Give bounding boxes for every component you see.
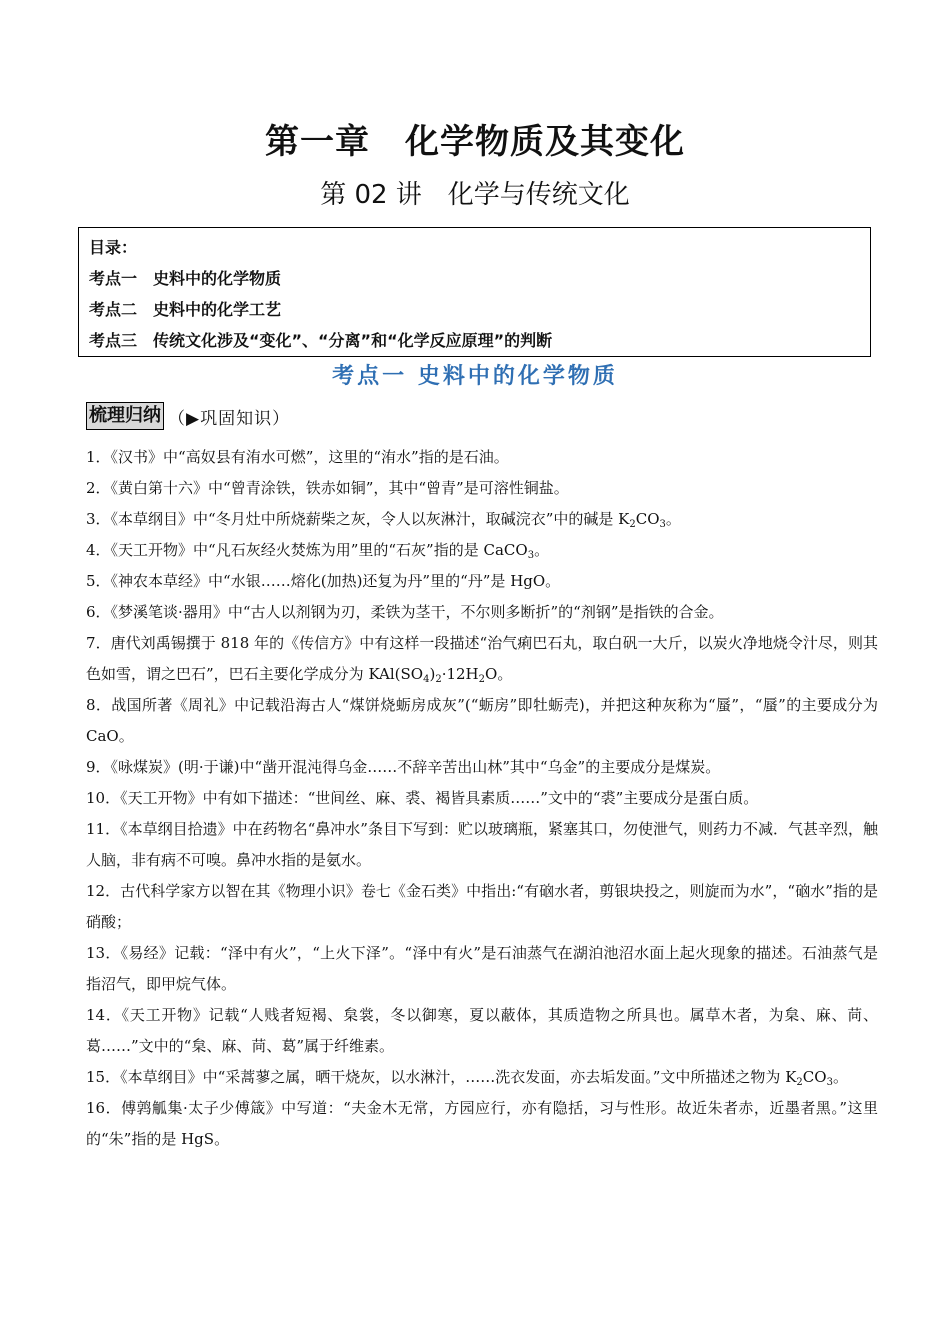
subscript: 2 <box>435 674 442 685</box>
item-text: 《汉书》中“高奴县有洧水可燃”，这里的“洧水”指的是石油。 <box>110 448 509 466</box>
list-item <box>86 442 878 473</box>
subscript: 4 <box>423 674 430 685</box>
item-number: 14． <box>86 1006 122 1024</box>
list-item <box>86 1062 878 1093</box>
item-text: 战国所著《周礼》中记载沿海古人“煤饼烧蛎房成灰”(“蛎房”即牡蛎壳)，并把这种灰称为“蜃”，“蜃”的主要成分为 CaO。 <box>86 696 878 745</box>
item-number: 4． <box>86 541 111 559</box>
section-title: 考点一 史料中的化学物质 <box>332 364 618 389</box>
list-item <box>86 473 878 504</box>
item-text: 《神农本草经》中“水银……熔化(加热)还复为丹”里的“丹”是 HgO。 <box>110 572 561 590</box>
item-number: 16． <box>86 1099 122 1117</box>
chapter-title: 第一章 化学物质及其变化 <box>265 122 685 162</box>
item-number: 7． <box>86 634 111 652</box>
item-text: CO <box>635 510 660 528</box>
item-text: 。 <box>665 510 681 528</box>
item-number: 3． <box>86 510 111 528</box>
item-number: 10． <box>86 789 121 807</box>
subscript: 2 <box>629 519 636 530</box>
toc-heading: 目录： <box>89 238 138 257</box>
item-text: CO <box>802 1068 827 1086</box>
item-number: 11． <box>86 820 121 838</box>
list-item <box>86 783 878 814</box>
item-text: 《天工开物》记载“人贱者短褐、枲裳，冬以御寒，夏以蔽体，其质造物之所具也。属草木者，为枲、麻、苘、葛……”文中的“枲、麻、苘、葛”属于纤维素。 <box>86 1006 878 1055</box>
item-text: 《本草纲目拾遗》中在药物名“鼻冲水”条目下写到：贮以玻璃瓶，紧塞其口，勿使泄气，则药力不减．气甚辛烈，触人脑，非有病不可嗅。鼻冲水指的是氨水。 <box>86 820 878 869</box>
item-text: 《本草纲目》中“冬月灶中所烧薪柴之灰，令人以灰淋汁，取碱浣衣”中的碱是 K <box>110 510 630 528</box>
list-item <box>86 752 878 783</box>
item-text: 《本草纲目》中“采蒿蓼之属，晒干烧灰，以水淋汁，……洗衣发面，亦去垢发面。”文中所描述之物为 K <box>120 1068 797 1086</box>
list-item <box>86 1000 878 1062</box>
subscript: 2 <box>796 1077 803 1088</box>
item-text: 《天工开物》中有如下描述：“世间丝、麻、裘、褐皆具素质……”文中的“裘”主要成分是蛋白质。 <box>120 789 759 807</box>
subscript: 2 <box>478 674 486 685</box>
list-item <box>86 597 878 628</box>
list-item <box>86 566 878 597</box>
item-text: 唐代刘禹锡撰于 818 年的《传信方》中有这样一段描述“治气痢巴石丸，取白矾一大斤，以炭火净地烧令汁尽，则其色如雪，谓之巴石”，巴石主要化学成分为 KAl(SO <box>86 634 878 683</box>
item-number: 2． <box>86 479 111 497</box>
summary-heading <box>86 402 290 430</box>
item-text: 。 <box>832 1068 848 1086</box>
lecture-title: 第 02 讲 化学与传统文化 <box>320 180 630 210</box>
item-number: 6． <box>86 603 111 621</box>
list-item <box>86 628 878 690</box>
item-text: 。 <box>534 541 550 559</box>
toc-item-2: 考点二 史料中的化学工艺 <box>89 300 282 319</box>
subscript: 3 <box>527 550 535 561</box>
item-number: 8． <box>86 696 112 714</box>
item-text: 古代科学家方以智在其《物理小识》卷七《金石类》中指出:“有硇水者，剪银块投之，则旋而为水”，“硇水”指的是硝酸； <box>86 882 878 931</box>
summary-sub: （▶巩固知识） <box>168 408 291 429</box>
item-text: 《咏煤炭》(明·于谦)中“凿开混沌得乌金……不辞辛苦出山林”其中“乌金”的主要成分是煤炭。 <box>110 758 721 776</box>
list-item <box>86 690 878 752</box>
item-number: 1． <box>86 448 111 466</box>
item-number: 9． <box>86 758 111 776</box>
item-text: 傅鹑觚集·太子少傅箴》中写道：“夫金木无常，方园应行，亦有隐括，习与性形。故近朱者赤，近墨者黑。”这里的“朱”指的是 HgS。 <box>86 1099 878 1148</box>
table-of-contents <box>78 227 871 357</box>
item-text: ·12H <box>441 665 479 683</box>
knowledge-list <box>86 442 878 1155</box>
item-text: 《黄白第十六》中“曾青涂铁，铁赤如铜”，其中“曾青”是可溶性铜盐。 <box>110 479 569 497</box>
list-item <box>86 938 878 1000</box>
toc-item-1: 考点一 史料中的化学物质 <box>89 269 282 288</box>
item-text: 《天工开物》中“凡石灰经火焚炼为用”里的“石灰”指的是 CaCO <box>110 541 528 559</box>
item-text: ) <box>429 665 436 683</box>
list-item <box>86 1093 878 1155</box>
list-item <box>86 876 878 938</box>
toc-item-3: 考点三 传统文化涉及“变化”、“分离”和“化学反应原理”的判断 <box>89 331 553 350</box>
item-number: 5． <box>86 572 111 590</box>
list-item <box>86 814 878 876</box>
summary-label: 梳理归纳 <box>86 402 164 430</box>
item-text: 《梦溪笔谈·器用》中“古人以剂钢为刃，柔铁为茎干，不尔则多断折”的“剂钢”是指铁的合金。 <box>110 603 724 621</box>
list-item <box>86 504 878 535</box>
item-number: 12． <box>86 882 121 900</box>
list-item <box>86 535 878 566</box>
item-number: 13． <box>86 944 121 962</box>
subscript: 3 <box>659 519 666 530</box>
subscript: 3 <box>826 1077 833 1088</box>
item-number: 15． <box>86 1068 121 1086</box>
item-text: 《易经》记载：“泽中有火”，“上火下泽”。“泽中有火”是石油蒸气在湖泊池沼水面上起火现象的描述。石油蒸气是指沼气，即甲烷气体。 <box>86 944 878 993</box>
item-text: O。 <box>485 665 513 683</box>
